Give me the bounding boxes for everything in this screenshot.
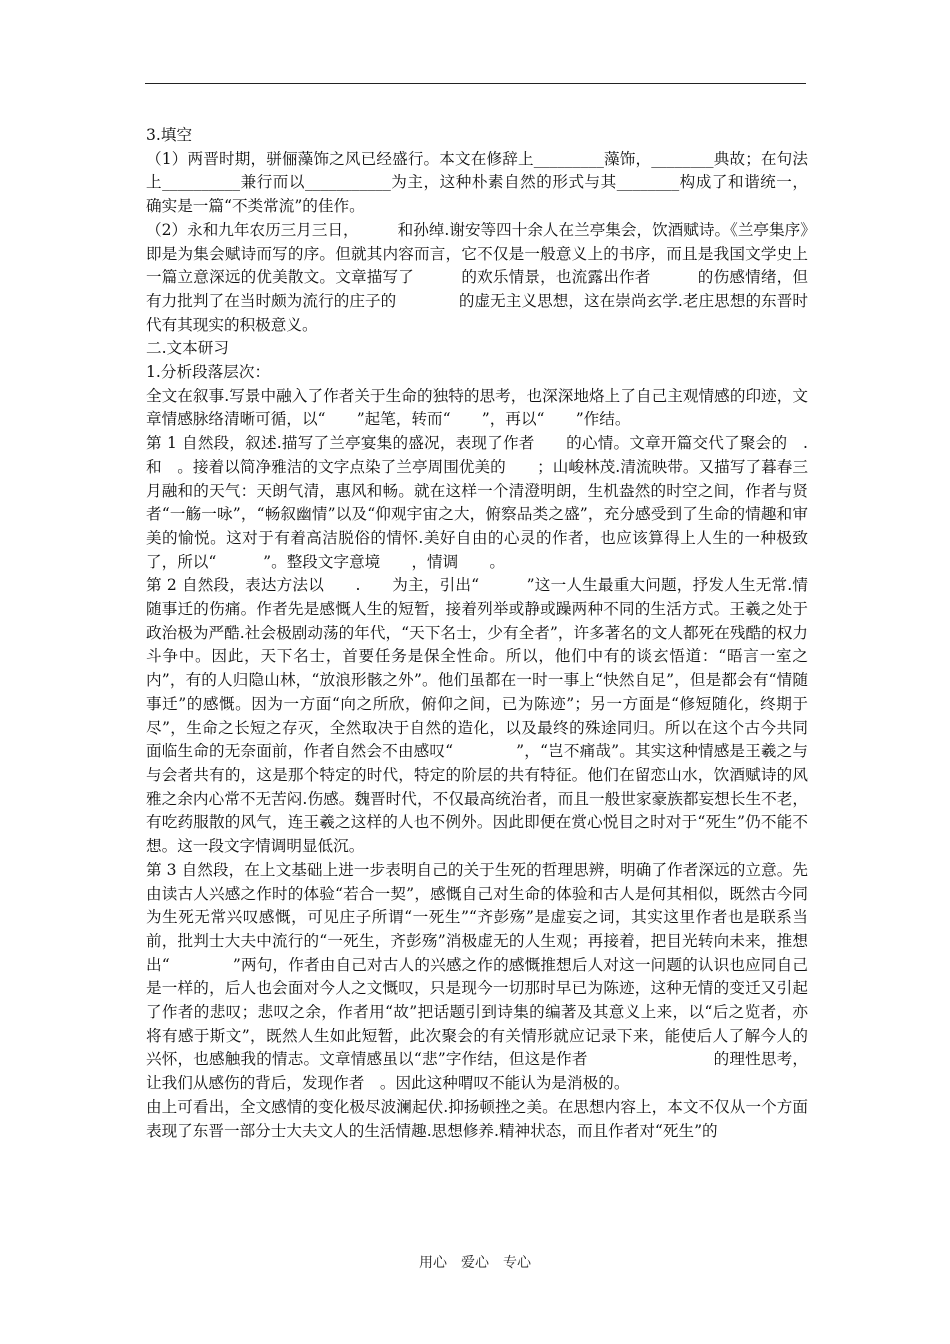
paragraph-summary: 由上可看出，全文感情的变化极尽波澜起伏.抑扬顿挫之美。在思想内容上，本文不仅从一个方面表现了东晋一部分士大夫文人的生活情趣.思想修养.精神状态，而且作者对“死生”的 [146, 1097, 808, 1140]
paragraph-section-3: 第 3 自然段，在上文基础上进一步表明自己的关于生死的哲理思辨，明确了作者深远的立意。先由读古人兴感之作时的体验“若合一契”，感慨自己对生命的体验和古人是何其相似，既然古今同为生死无常兴叹感慨，可见庄子所谓“一死生”“齐彭殇”是虚妄之词，其实这里作者也是联系当前，批判士大夫中流行的“一死生，齐彭殇”消极虚无的人生观；再接着，把目光转向未来，推想出“ ”两句，作者由自己对古人的兴感之作的感慨推想后人对这一问题的认识也应同自己是一样的，后人也会面对今人之文慨叹，只是现今一切那时早已为陈迹，这种无情的变迁又引起了作者的悲叹；悲叹之余，作者用“故”把话题引到诗集的编著及其意义上来，以“后之览者，亦将有感于斯文”，既然人生如此短暂，此次聚会的有关情形就应记录下来，能使后人了解今人的兴怀，也感触我的情志。文章情感虽以“悲”字作结，但这是作者 的理性思考，让我们从感伤的背后，发现作者 。因此这种喟叹不能认为是消极的。 [146, 860, 808, 1093]
paragraph-section-2: 第 2 自然段，表达方法以 . 为主，引出“ ”这一人生最重大问题，抒发人生无常.情随事迁的伤痛。作者先是感慨人生的短暂，接着列举或静或躁两种不同的生活方式。王羲之处于政治极为严酷.社会极剧动荡的年代，“天下名士，少有全者”，许多著名的文人都死在残酷的权力斗争中。因此，天下名士，首要任务是保全性命。所以，他们中有的谈玄悟道：“晤言一室之内”，有的人归隐山林，“放浪形骸之外”。他们虽都在一时一事上“快然自足”，但是都会有“情随事迁”的感慨。因为一方面“向之所欣，俯仰之间，已为陈迹”；另一方面是“修短随化，终期于尽”，生命之长短之存灭，全然取决于自然的造化，以及最终的殊途同归。所以在这个古今共同面临生命的无奈面前，作者自然会不由感叹“ ”，“岂不痛哉”。其实这种情感是王羲之与与会者共有的，这是那个特定的时代，特定的阶层的共有特征。他们在留恋山水，饮酒赋诗的风雅之余内心常不无苦闷.伤感。魏晋时代，不仅最高统治者，而且一般世家豪族都妄想长生不老，有吃药服散的风气，连王羲之这样的人也不例外。因此即便在赏心悦目之时对于“死生”仍不能不想。这一段文字情调明显低沉。 [146, 576, 808, 856]
section-heading-text-study: 二.文本研习 [146, 339, 229, 358]
paragraph-overview: 全文在叙事.写景中融入了作者关于生命的独特的思考，也深深地烙上了自己主观情感的印迹，文章情感脉络清晰可循，以“ ”起笔，转而“ ”，再以“ ”作结。 [146, 386, 808, 429]
section-heading-fill-blank: 3.填空 [146, 126, 193, 144]
header-rule [145, 83, 806, 84]
subheading-paragraph-analysis: 1.分析段落层次： [146, 363, 271, 382]
paragraph-2: （2）永和九年农历三月三日， 和孙绰.谢安等四十余人在兰亭集会，饮酒赋诗。《兰亭集序》即是为集会赋诗而写的序。但就其内容而言，它不仅是一般意义上的书序，而且是我国文学史上一篇立意深远的优美散文。文章描写了 的欢乐情景，也流露出作者 的伤感情绪，但有力批判了在当时颇为流行的庄子的 的虚无主义思想，这在崇尚玄学.老庄思想的东晋时代有其现实的积极意义。 [146, 220, 809, 334]
paragraph-section-1: 第 1 自然段，叙述.描写了兰亭宴集的盛况，表现了作者 的心情。文章开篇交代了聚会的 . 和 。接着以简净雅洁的文字点染了兰亭周围优美的 ；山峻林茂.清流映带。又描写了暮春三月融和的天气：天朗气清，惠风和畅。就在这样一个清澄明朗，生机盎然的时空之间，作者与贤者“一觞一咏”，“畅叙幽情”以及“仰观宇宙之大，俯察品类之盛”，充分感受到了生命的情趣和审美的愉悦。这对于有着高洁脱俗的情怀.美好自由的心灵的作者，也应该算得上人生的一种极致了，所以“ ”。整段文字意境 ，情调 。 [146, 434, 824, 571]
paragraph-1: （1）两晋时期，骈俪藻饰之风已经盛行。本文在修辞上_________藻饰，________典故；在句法上__________兼行而以___________为主，这种朴素自然的形式与其________构成了和谐统一，确实是一篇“不类常流”的佳作。 [146, 149, 808, 216]
body-text [146, 124, 824, 1143]
page-footer: 用心 爱心 专心 [419, 1255, 531, 1271]
